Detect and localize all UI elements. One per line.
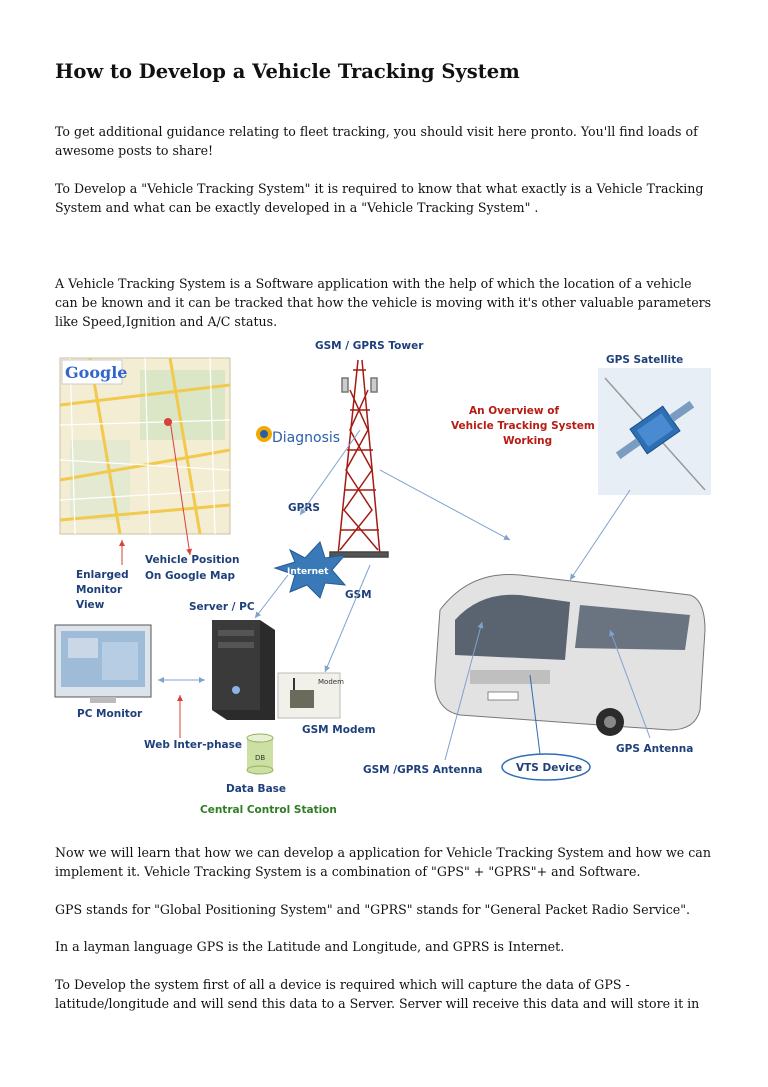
internet-cloud-icon bbox=[275, 542, 345, 598]
vehicle-position-label-line1: Vehicle Position bbox=[145, 554, 240, 566]
central-control-label: Central Control Station bbox=[200, 804, 337, 816]
database-icon bbox=[247, 734, 273, 774]
overview-title-line3: Working bbox=[503, 435, 553, 447]
gsm-tower-image bbox=[330, 360, 388, 557]
bus-image bbox=[435, 574, 705, 736]
vts-overview-diagram bbox=[50, 330, 715, 820]
device-paragraph: To Develop the system first of all a device is required which will capture the data of GPS - latitude/longitude and will send this data to a Server. Server will receive this data and will store it in bbox=[55, 977, 700, 1011]
gsm-modem-label: GSM Modem bbox=[302, 724, 376, 736]
tower-label: GSM / GPRS Tower bbox=[315, 340, 424, 352]
overview-title-line2: Vehicle Tracking System bbox=[451, 420, 595, 432]
gsm-modem-image bbox=[278, 673, 344, 718]
google-logo: Google bbox=[65, 363, 128, 382]
pc-monitor-label: PC Monitor bbox=[77, 708, 143, 720]
gsm-antenna-label: GSM /GPRS Antenna bbox=[363, 764, 483, 776]
internet-label: Internet bbox=[287, 567, 329, 577]
vts-device-callout bbox=[502, 754, 590, 780]
vts-device-label: VTS Device bbox=[516, 762, 583, 774]
description-paragraph: A Vehicle Tracking System is a Software application with the help of which the location of a vehicle can be known and it can be tracked that how the vehicle is moving with it's other valuable parameters like Speed,Ignition and A/C status. bbox=[55, 276, 712, 329]
develop-paragraph: Now we will learn that how we can develop a application for Vehicle Tracking System and how we can implement it. Vehicle Tracking System is a combination of "GPS" + "GPRS"+ and Software. bbox=[55, 845, 711, 879]
enlarged-label-line3: View bbox=[76, 599, 105, 611]
definition-paragraph: To Develop a "Vehicle Tracking System" it is required to know that what exactly is a Vehicle Tracking System and what can be exactly developed in a "Vehicle Tracking System" . bbox=[55, 181, 704, 215]
satellite-label: GPS Satellite bbox=[606, 354, 684, 366]
page-title: How to Develop a Vehicle Tracking System bbox=[55, 60, 520, 83]
pc-monitor-image bbox=[55, 625, 151, 703]
server-pc-image bbox=[212, 620, 275, 720]
intro-paragraph: To get additional guidance relating to fleet tracking, you should visit here pronto. You'll find loads of awesome posts to share! bbox=[55, 124, 698, 158]
diagnosis-brand-text: Diagnosis bbox=[272, 430, 341, 446]
server-label: Server / PC bbox=[189, 601, 255, 613]
vehicle-position-label-line2: On Google Map bbox=[145, 570, 236, 582]
diagnosis-logo bbox=[256, 426, 340, 446]
acronym-paragraph: GPS stands for "Global Positioning System" and "GPRS" stands for "General Packet Radio Service". bbox=[55, 902, 691, 917]
modem-tag: Modem bbox=[318, 678, 344, 686]
db-tag: DB bbox=[255, 754, 266, 762]
google-map-image bbox=[60, 358, 230, 534]
enlarged-label-line1: Enlarged bbox=[76, 569, 129, 581]
enlarged-label-line2: Monitor bbox=[76, 584, 123, 596]
database-label: Data Base bbox=[226, 783, 287, 795]
web-interphase-label: Web Inter-phase bbox=[144, 739, 243, 751]
overview-title-line1: An Overview of bbox=[469, 405, 560, 417]
gprs-label: GPRS bbox=[288, 502, 320, 514]
gps-satellite-image bbox=[598, 368, 711, 495]
gps-antenna-label: GPS Antenna bbox=[616, 743, 694, 755]
layman-paragraph: In a layman language GPS is the Latitude and Longitude, and GPRS is Internet. bbox=[55, 939, 565, 954]
gsm-label: GSM bbox=[345, 589, 372, 601]
